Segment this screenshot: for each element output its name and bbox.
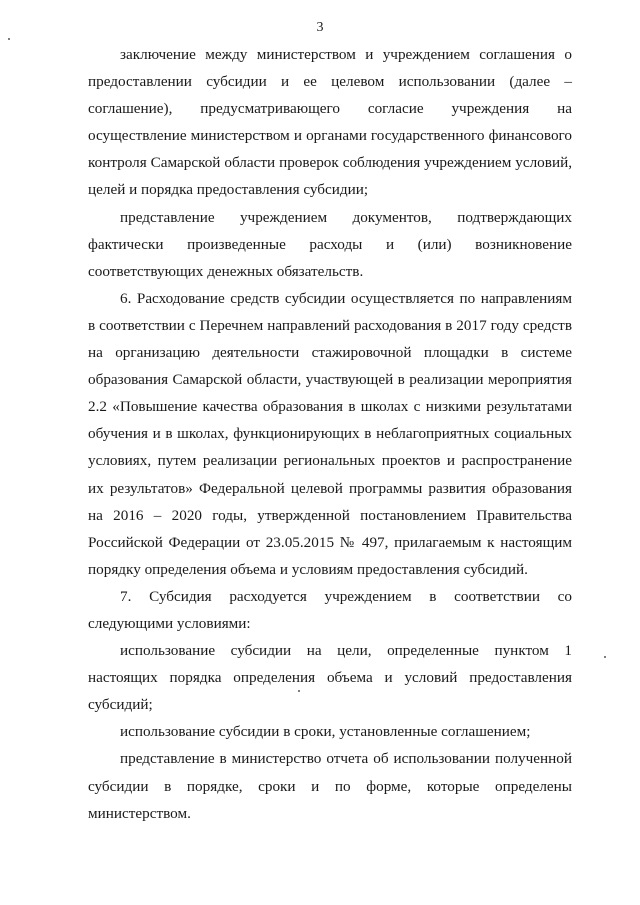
paragraph-agreement-conclusion: заключение между министерством и учреждением соглашения о предоставлении субсидии и ее целевом использовании (далее – соглашение), предусматривающего согласие учреждения на осуществление министерством и органами государственного финансового контроля Самарской области проверок соблюдения учреждением условий, целей и порядка предоставления субсидии; (88, 46, 572, 199)
paragraph-condition-purpose: использование субсидии на цели, определенные пунктом 1 настоящих порядка определения объема и условий предоставления субсидий; (88, 642, 572, 714)
scan-speck (604, 656, 606, 658)
scan-speck (8, 38, 10, 40)
paragraph-condition-deadline: использование субсидии в сроки, установленные соглашением; (120, 723, 531, 741)
page-number: 3 (316, 20, 324, 35)
paragraph-expense-documents: представление учреждением документов, подтверждающих фактически произведенные расходы и (или) возникновение соответствующих денежных обязательств. (88, 208, 572, 280)
paragraph-condition-report: представление в министерство отчета об использовании полученной субсидии в порядке, сроки и по форме, которые определены министерством. (88, 750, 572, 822)
paragraph-item-7: 7. Субсидия расходуется учреждением в соответствии со следующими условиями: (88, 587, 572, 632)
scan-speck (298, 690, 300, 692)
document-body (88, 41, 572, 827)
paragraph-item-6: 6. Расходование средств субсидии осуществляется по направлениям в соответствии с Перечнем направлений расходования в 2017 году средств на организацию деятельности стажировочной площадки в системе образования Самарской области, участвующей в реализации мероприятия 2.2 «Повышение качества образования в школах с низкими результатами обучения и в школах, функционирующих в неблагоприятных социальных условиях, путем реализации региональных проектов и распространение их результатов» Федеральной целевой программы развития образования на 2016 – 2020 годы, утвержденной постановлением Правительства Российской Федерации от 23.05.2015 № 497, прилагаемым к настоящим порядку определения объема и условиям предоставления субсидий. (88, 289, 572, 578)
